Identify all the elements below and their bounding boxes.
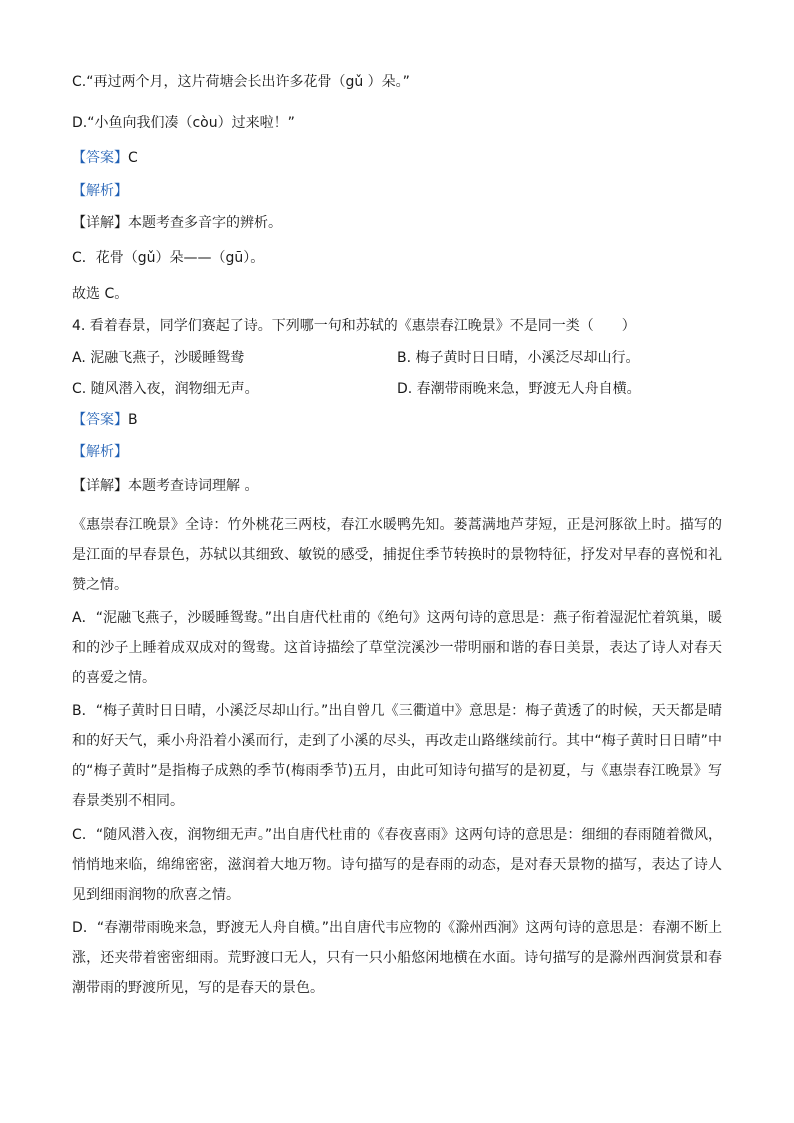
analysis-tag-2 bbox=[72, 442, 128, 462]
analysis-tag: 【解析】 bbox=[72, 444, 128, 460]
answer-tag: 【答案】 bbox=[72, 412, 128, 428]
option-a-analysis: A．“泥融飞燕子，沙暖睡鸳鸯。”出自唐代杜甫的《绝句》这两句诗的意思是：燕子衔着湿泥忙着筑巢，暖和的沙子上睡着成双成对的鸳鸯。这首诗描绘了草堂浣溪沙一带明丽和谐的春日美景，表达了诗人对春天的喜爱之情。 bbox=[72, 610, 722, 686]
detail-text: 本题考查诗词理解 。 bbox=[128, 478, 259, 494]
detail-line-1 bbox=[72, 213, 282, 233]
answer-value: B bbox=[128, 412, 138, 428]
question-4-option-a: A. 泥融飞燕子，沙暖睡鸳鸯 bbox=[72, 350, 245, 366]
detail-line-2 bbox=[72, 476, 258, 496]
detail-tag: 【详解】 bbox=[72, 478, 128, 494]
question-4-option-c: C. 随风潜入夜，润物细无声。 bbox=[72, 381, 259, 397]
answer-line-2 bbox=[72, 410, 138, 430]
question-4-option-d: D. 春潮带雨晚来急，野渡无人舟自横。 bbox=[397, 381, 641, 397]
answer-line-1 bbox=[72, 148, 138, 168]
answer-value: C bbox=[128, 150, 138, 166]
analysis-tag: 【解析】 bbox=[72, 183, 128, 199]
detail-text: 本题考查多音字的辨析。 bbox=[128, 215, 282, 231]
conclusion-line-1: 故选 C。 bbox=[72, 286, 129, 302]
explanation-line-1: C．花骨（gǔ）朵——（gū）。 bbox=[72, 250, 265, 266]
answer-tag: 【答案】 bbox=[72, 150, 128, 166]
poem-intro-paragraph: 《惠崇春江晚景》全诗：竹外桃花三两枝，春江水暖鸭先知。蒌蒿满地芦芽短，正是河豚欲上时。描写的是江面的早春景色，苏轼以其细致、敏锐的感受，捕捉住季节转换时的景物特征，抒发对早春的喜悦和礼赞之情。 bbox=[72, 517, 722, 593]
detail-tag: 【详解】 bbox=[72, 215, 128, 231]
prev-option-c: C.“再过两个月，这片荷塘会长出许多花骨（gǔ ）朵。” bbox=[72, 74, 410, 90]
question-4-option-b: B. 梅子黄时日日晴，小溪泛尽却山行。 bbox=[397, 350, 640, 366]
option-c-analysis: C．“随风潜入夜，润物细无声。”出自唐代杜甫的《春夜喜雨》这两句诗的意思是：细细的春雨随着微风，悄悄地来临，绵绵密密，滋润着大地万物。诗句描写的是春雨的动态，是对春天景物的描写，表达了诗人见到细雨润物的欣喜之情。 bbox=[72, 827, 722, 903]
option-b-analysis: B．“梅子黄时日日晴，小溪泛尽却山行。”出自曾几《三衢道中》意思是：梅子黄透了的时候，天天都是晴和的好天气，乘小舟沿着小溪而行，走到了小溪的尽头，再改走山路继续前行。其中“梅子黄时日日晴”中的“梅子黄时”是指梅子成熟的季节(梅雨季节)五月，由此可知诗句描写的是初夏，与《惠崇春江晚景》写春景类别不相同。 bbox=[72, 703, 722, 809]
prev-option-d: D.“小鱼向我们凑（còu）过来啦！” bbox=[72, 115, 295, 131]
question-4-stem: 4. 看着春景，同学们赛起了诗。下列哪一句和苏轼的《惠崇春江晚景》不是同一类（ ） bbox=[72, 318, 636, 334]
analysis-tag-1 bbox=[72, 181, 128, 201]
option-d-analysis: D．“春潮带雨晚来急，野渡无人舟自横。”出自唐代韦应物的《滁州西涧》这两句诗的意思是：春潮不断上涨，还夹带着密密细雨。荒野渡口无人，只有一只小船悠闲地横在水面。诗句描写的是滁州西涧赏景和春潮带雨的野渡所见，写的是春天的景色。 bbox=[72, 920, 722, 996]
